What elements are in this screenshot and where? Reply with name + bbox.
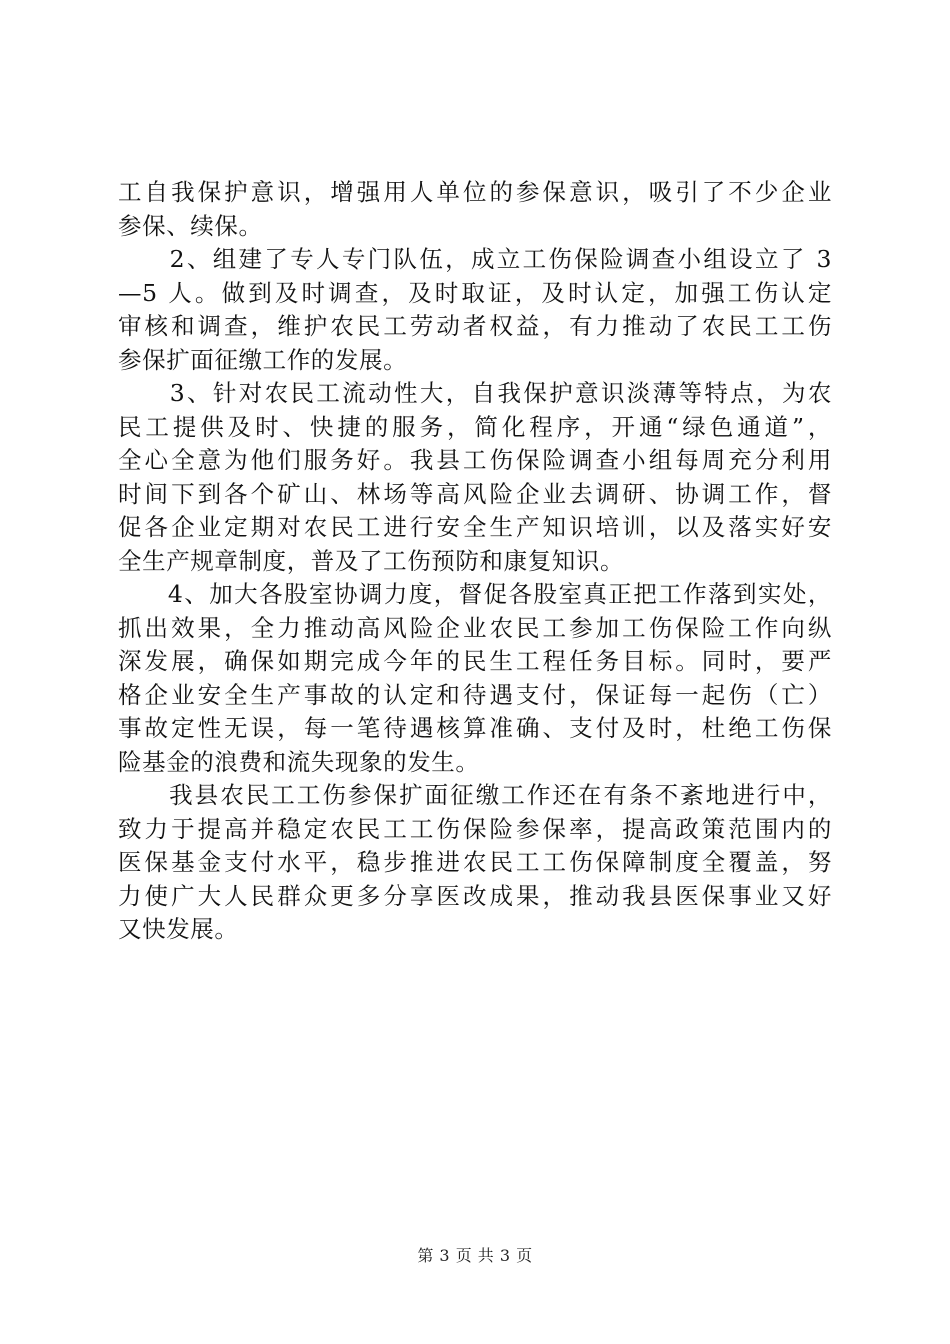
text-line: 力使广大人民群众更多分享医改成果，推动我县医保事业又好 bbox=[118, 881, 832, 910]
text-line: 4、加大各股室协调力度，督促各股室真正把工作落到实处， bbox=[118, 580, 832, 608]
text-line: 全生产规章制度，普及了工伤预防和康复知识。 bbox=[118, 546, 625, 575]
text-line: 审核和调查，维护农民工劳动者权益，有力推动了农民工工伤 bbox=[118, 312, 832, 340]
text-line: 参保、续保。 bbox=[118, 211, 263, 240]
text-line: 工自我保护意识，增强用人单位的参保意识，吸引了不少企业 bbox=[118, 178, 832, 206]
text-line: 我县农民工工伤参保扩面征缴工作还在有条不紊地进行中， bbox=[118, 781, 832, 809]
text-line: 全心全意为他们服务好。我县工伤保险调查小组每周充分利用 bbox=[118, 446, 832, 474]
text-line: 抓出效果，全力推动高风险企业农民工参加工伤保险工作向纵 bbox=[118, 613, 832, 642]
text-line: 格企业安全生产事故的认定和待遇支付，保证每一起伤（亡） bbox=[118, 680, 832, 709]
text-line: 深发展，确保如期完成今年的民生工程任务目标。同时，要严 bbox=[118, 647, 832, 675]
text-line: 险基金的浪费和流失现象的发生。 bbox=[118, 747, 480, 776]
text-line: 民工提供及时、快捷的服务，简化程序，开通“绿色通道”， bbox=[118, 412, 832, 441]
text-line: 时间下到各个矿山、林场等高风险企业去调研、协调工作，督 bbox=[118, 479, 832, 508]
body-text bbox=[118, 176, 832, 947]
text-line: 医保基金支付水平，稳步推进农民工工伤保障制度全覆盖，努 bbox=[118, 848, 832, 876]
page-number-footer: 第 3 页 共 3 页 bbox=[417, 1246, 533, 1265]
text-line: 事故定性无误，每一笔待遇核算准确、支付及时，杜绝工伤保 bbox=[118, 714, 832, 742]
text-line: —5 人。做到及时调查，及时取证，及时认定，加强工伤认定 bbox=[118, 278, 832, 307]
text-line: 促各企业定期对农民工进行安全生产知识培训，以及落实好安 bbox=[118, 513, 832, 541]
text-line: 致力于提高并稳定农民工工伤保险参保率，提高政策范围内的 bbox=[118, 814, 832, 843]
text-line: 3、针对农民工流动性大，自我保护意识淡薄等特点，为农 bbox=[118, 379, 832, 407]
text-line: 又快发展。 bbox=[118, 915, 239, 943]
text-line: 2、组建了专人专门队伍，成立工伤保险调查小组设立了 3 bbox=[118, 245, 832, 273]
text-line: 参保扩面征缴工作的发展。 bbox=[118, 345, 408, 374]
